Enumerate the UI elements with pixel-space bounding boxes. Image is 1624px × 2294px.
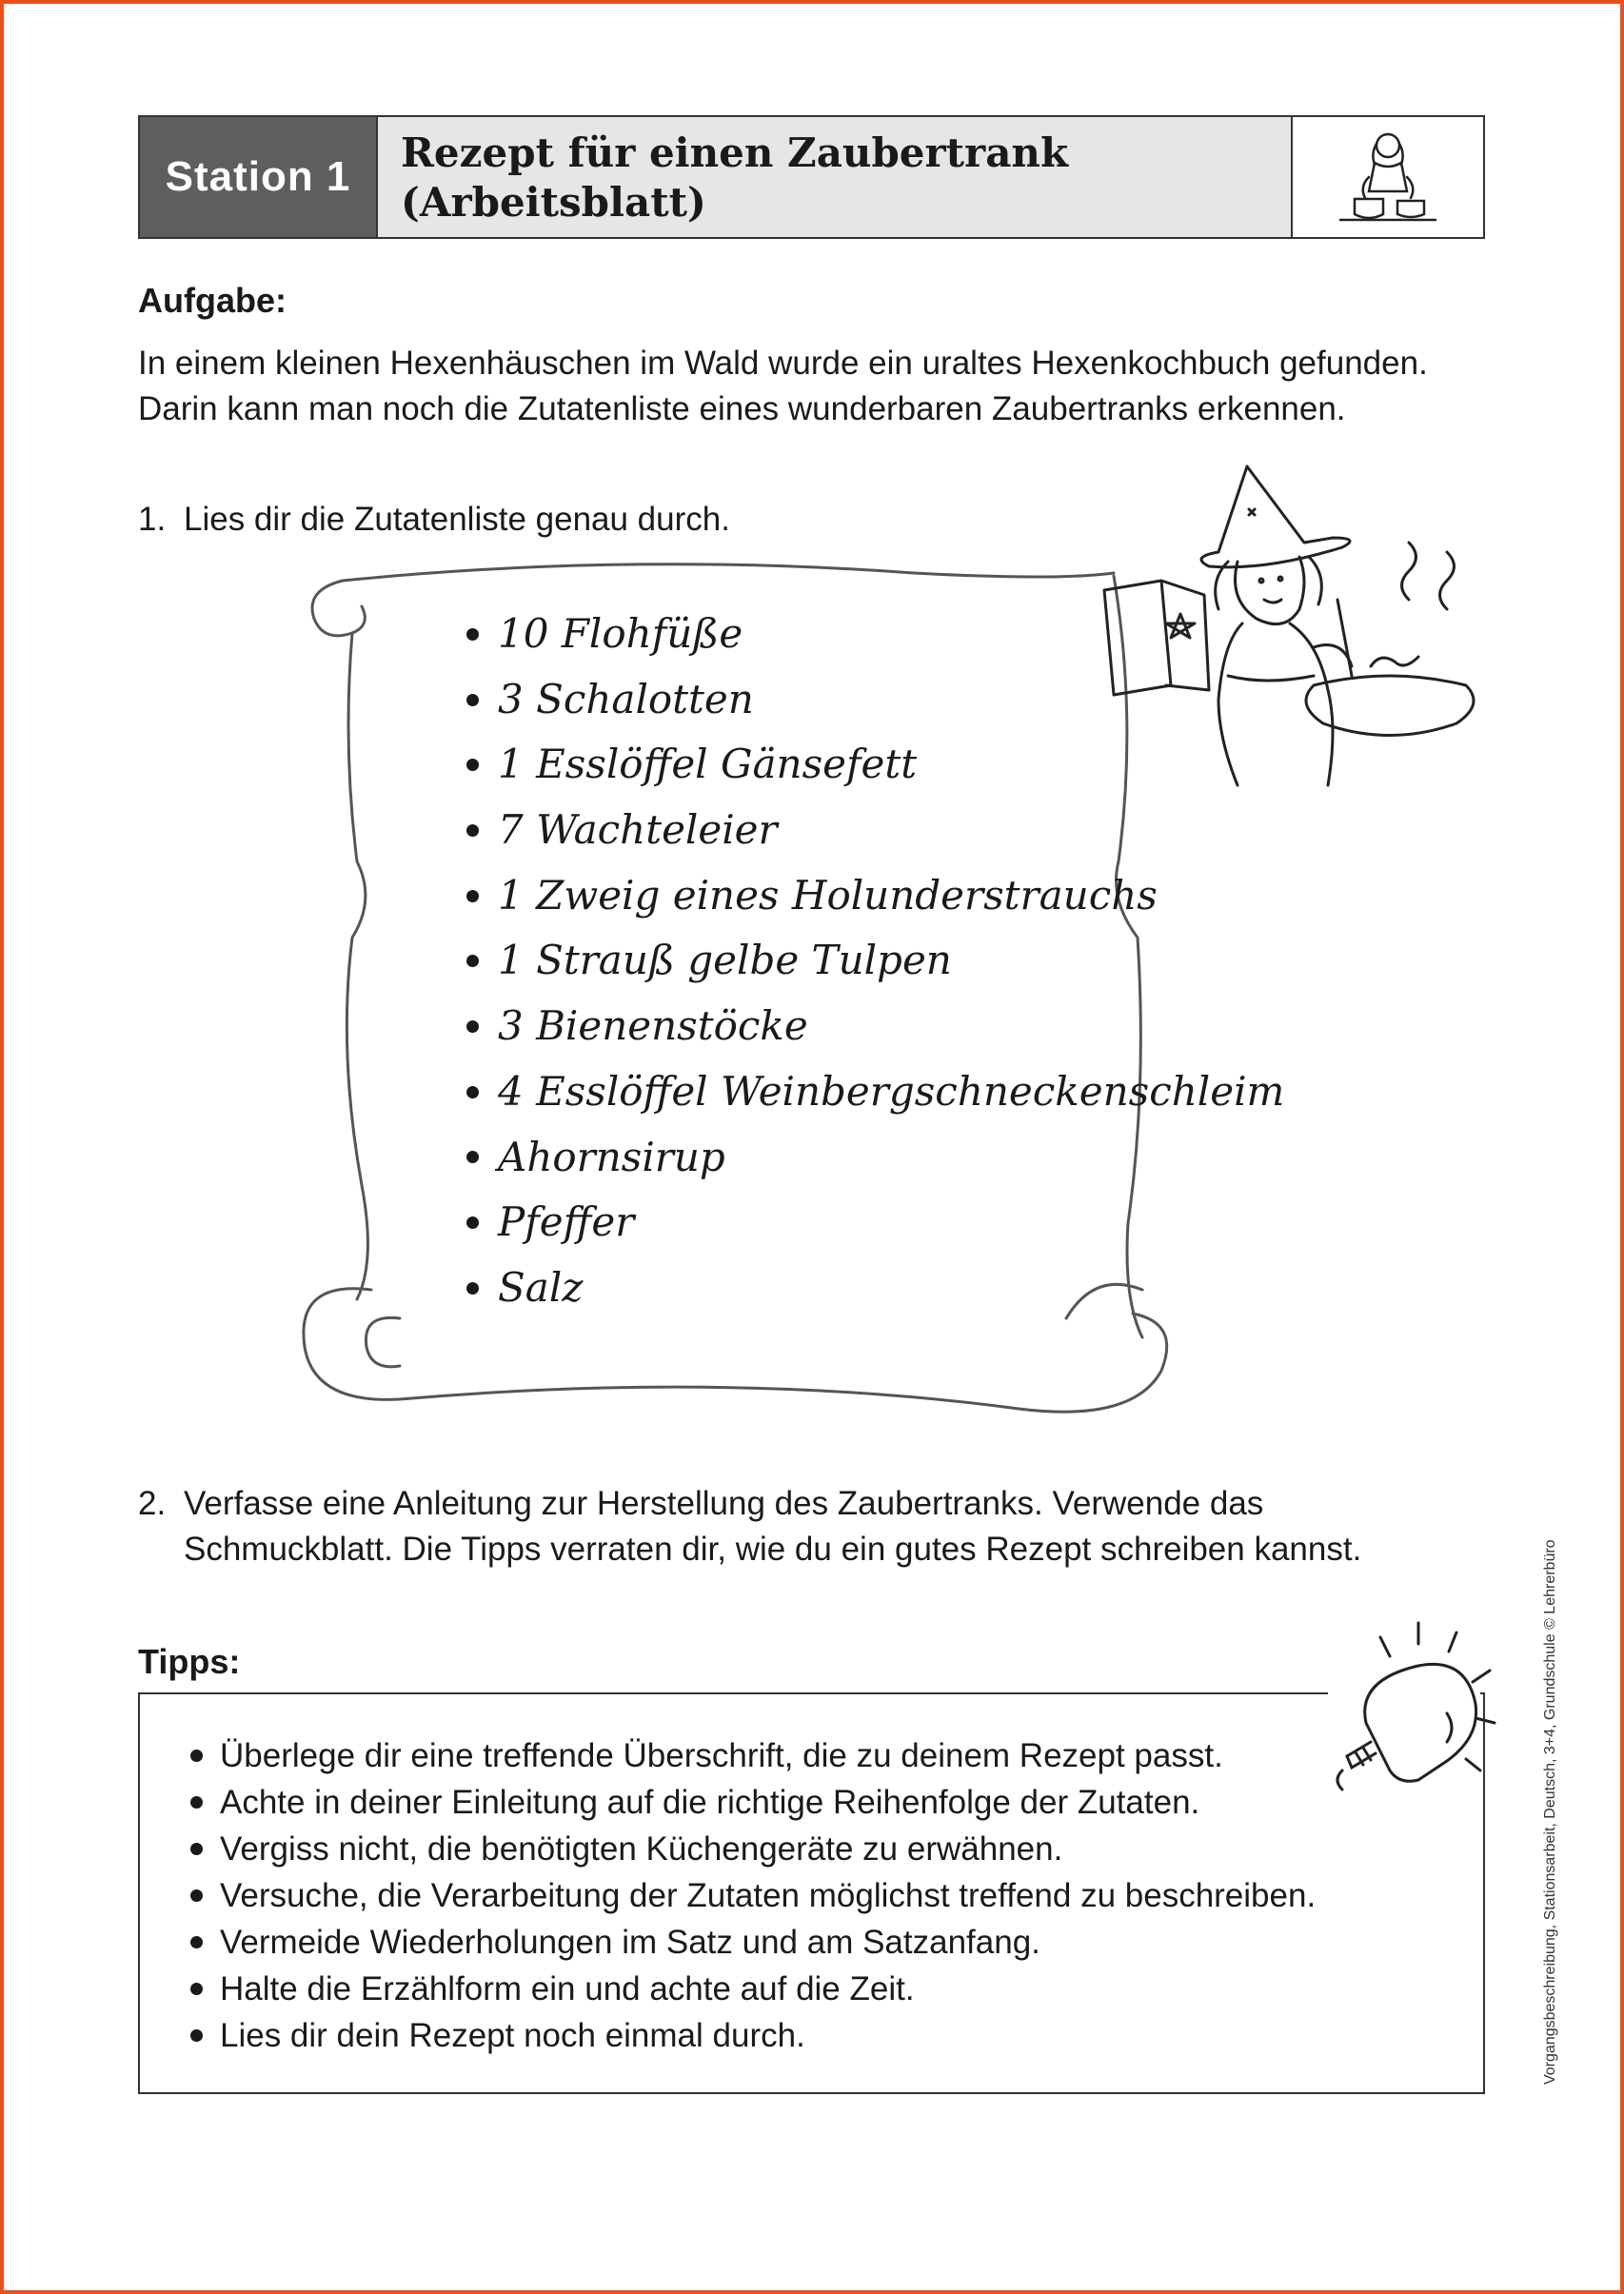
bullet-icon bbox=[466, 890, 479, 902]
bullet-icon bbox=[466, 955, 479, 967]
ingredient-text: 1 Strauß gelbe Tulpen bbox=[498, 937, 952, 984]
ingredient-text: 3 Bienenstöcke bbox=[498, 1002, 808, 1050]
task-heading: Aufgabe: bbox=[138, 281, 287, 320]
bullet-icon bbox=[190, 1983, 203, 1995]
station-label: Station 1 bbox=[140, 117, 378, 237]
list-item bbox=[190, 1826, 1466, 1872]
bullet-icon bbox=[190, 1843, 203, 1855]
bullet-icon bbox=[466, 694, 479, 706]
ingredient-text: 10 Flohfüße bbox=[498, 610, 743, 657]
list-item bbox=[466, 798, 1284, 863]
bullet-icon bbox=[466, 824, 479, 837]
tip-text: Versuche, die Verarbeitung der Zutaten möglichst treffend zu beschreiben. bbox=[220, 1877, 1317, 1914]
ingredient-text: Salz bbox=[498, 1263, 584, 1311]
bullet-icon bbox=[466, 1020, 479, 1033]
title-line-1: Rezept für einen Zaubertrank bbox=[401, 129, 1069, 176]
ingredient-text: 3 Schalotten bbox=[498, 675, 754, 722]
list-item bbox=[466, 994, 1284, 1059]
bullet-icon bbox=[466, 759, 479, 771]
list-item bbox=[466, 1125, 1284, 1191]
witch-icon bbox=[1085, 457, 1495, 790]
ingredient-text: Pfeffer bbox=[498, 1198, 635, 1246]
bullet-icon bbox=[190, 1750, 203, 1762]
worksheet-title bbox=[378, 117, 1293, 237]
bullet-icon bbox=[190, 2029, 203, 2042]
list-item bbox=[466, 1059, 1284, 1125]
ingredient-text: 1 Zweig eines Holunderstrauchs bbox=[498, 871, 1158, 919]
tips-list bbox=[190, 1732, 1466, 2059]
list-item bbox=[466, 863, 1284, 929]
task-intro: In einem kleinen Hexenhäuschen im Wald wurde ein uraltes Hexenkochbuch gefunden. Darin kann man noch die Zutatenliste eines wunderbaren Zaubertranks erkennen. bbox=[138, 345, 1428, 427]
step-1-text: Lies dir die Zutatenliste genau durch. bbox=[184, 501, 730, 538]
ingredient-text: Ahornsirup bbox=[498, 1133, 725, 1180]
tip-text: Vermeide Wiederholungen im Satz und am Satzanfang. bbox=[220, 1924, 1040, 1961]
ingredient-text: 4 Esslöffel Weinbergschneckenschleim bbox=[498, 1067, 1285, 1115]
list-item bbox=[190, 2012, 1466, 2059]
list-item bbox=[190, 1919, 1466, 1966]
list-item bbox=[190, 1966, 1466, 2012]
bullet-icon bbox=[190, 1889, 203, 1902]
title-line-2: (Arbeitsblatt) bbox=[401, 179, 706, 226]
step-2-text: Verfasse eine Anleitung zur Herstellung des Zaubertranks. Verwende das Schmuckblatt. Die Tipps verraten dir, wie du ein gutes Rezept schreiben kannst. bbox=[184, 1485, 1362, 1568]
list-item bbox=[466, 928, 1284, 994]
list-item bbox=[466, 1190, 1284, 1256]
list-item bbox=[466, 1256, 1284, 1321]
bullet-icon bbox=[466, 1282, 479, 1295]
ingredient-text: 1 Esslöffel Gänsefett bbox=[498, 741, 918, 788]
step-2-number: 2. bbox=[138, 1485, 167, 1522]
bullet-icon bbox=[466, 628, 479, 641]
tip-text: Überlege dir eine treffende Überschrift, die zu deinem Rezept passt. bbox=[220, 1737, 1223, 1774]
tip-text: Vergiss nicht, die benötigten Küchengeräte zu erwähnen. bbox=[220, 1830, 1063, 1868]
step-2 bbox=[138, 1481, 1395, 1572]
bullet-icon bbox=[466, 1086, 479, 1098]
list-item bbox=[190, 1779, 1466, 1826]
tip-text: Halte die Erzählform ein und achte auf die Zeit. bbox=[220, 1970, 915, 2007]
worksheet-header bbox=[138, 115, 1485, 239]
list-item bbox=[190, 1872, 1466, 1919]
copyright-credit: Vorgangsbeschreibung, Stationsarbeit, Deutsch, 3+4, Grundschule © Lehrerbüro bbox=[1542, 1539, 1558, 2085]
step-1-number: 1. bbox=[138, 501, 167, 538]
bullet-icon bbox=[190, 1796, 203, 1809]
cook-icon bbox=[1331, 125, 1445, 229]
tips-heading: Tipps: bbox=[138, 1642, 241, 1681]
tip-text: Achte in deiner Einleitung auf die richtige Reihenfolge der Zutaten. bbox=[220, 1784, 1200, 1821]
ingredient-text: 7 Wachteleier bbox=[498, 806, 778, 854]
bullet-icon bbox=[190, 1936, 203, 1948]
bullet-icon bbox=[466, 1151, 479, 1163]
bullet-icon bbox=[466, 1216, 479, 1229]
list-item bbox=[190, 1732, 1466, 1779]
tip-text: Lies dir dein Rezept noch einmal durch. bbox=[220, 2017, 805, 2054]
cook-illustration bbox=[1293, 117, 1483, 237]
